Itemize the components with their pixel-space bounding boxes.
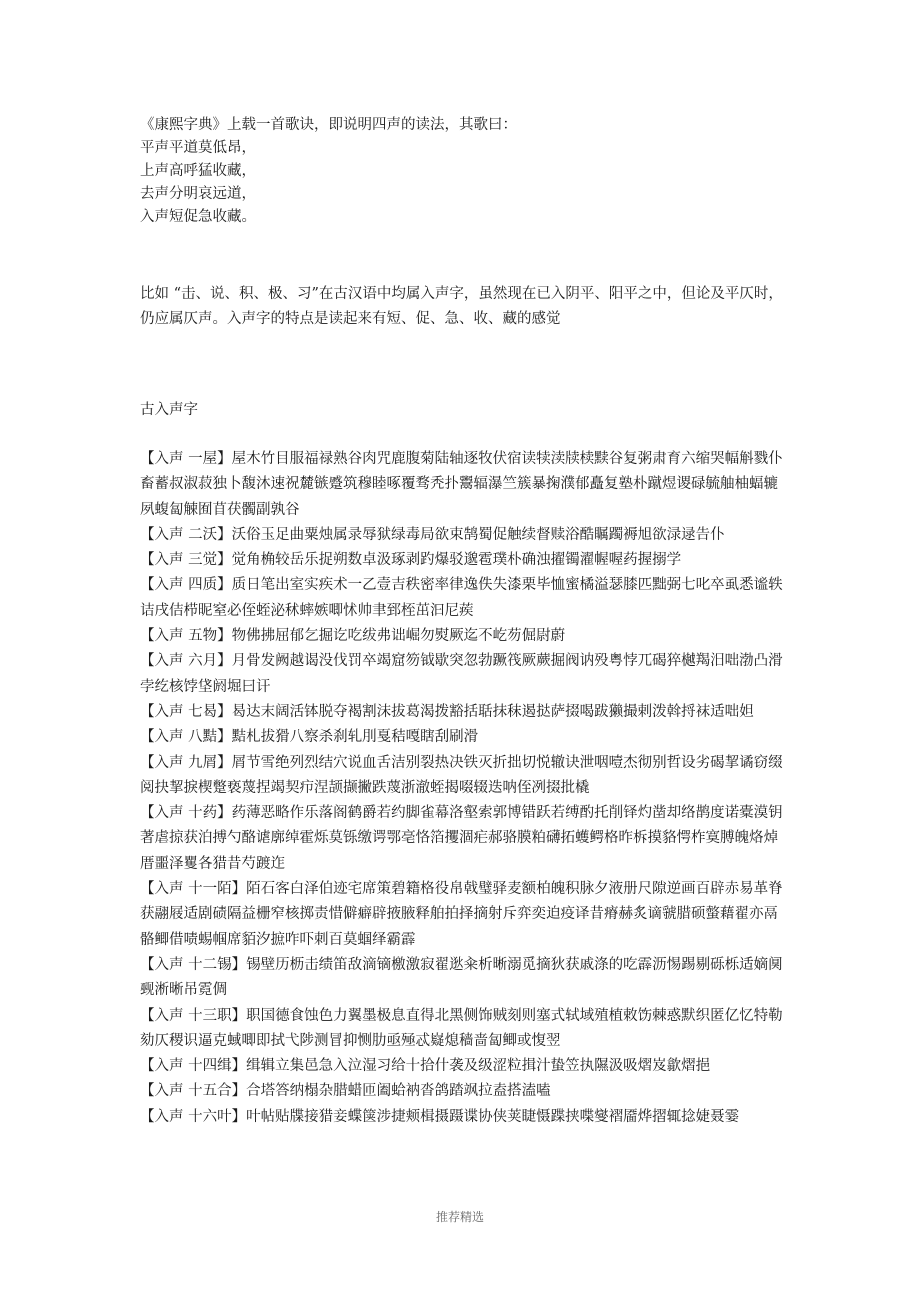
- rhyme-entry: 【入声 四质】质日笔出室实疾术一乙壹吉秩密率律逸佚失漆栗毕恤蜜橘溢瑟膝匹黜弼七叱卒虱悉谧轶诘戌佶栉昵窒必侄蛭泌秫蟀嫉唧怵帅聿郅桎茁汩尼蒺: [140, 577, 783, 619]
- rhyme-entry: 【入声 八黠】黠札拔猾八察杀刹轧刖戛秸嘎瞎刮刷滑: [140, 729, 479, 746]
- rhyme-list: [140, 447, 785, 1130]
- intro-poem: [140, 114, 785, 229]
- poem-line: 入声短促急收藏。: [140, 209, 256, 225]
- rhyme-entry: 【入声 十一陌】陌石客白泽伯迹宅席策碧籍格役帛戟璧驿麦额柏魄积脉夕液册尺隙逆画百辟赤易革脊获翮屐适剧碛隔益栅窄核掷责惜僻癖辟掖腋释舶拍择摘射斥弈奕迫疫译昔瘠赫炙谪虢腊硕螫藉翟亦鬲骼鲫借啧蜴帼席貊汐摭咋吓刺百莫蝈绎霸霹: [140, 881, 783, 948]
- rhyme-entry: 【入声 九屑】屑节雪绝列烈结穴说血舌洁别裂热决铁灭折拙切悦辙诀泄咽噎杰彻别哲设劣碣挈谲窃缀阅抉挈捩楔蹩亵蔑捏竭契疖涅颉撷撇跌蔑浙澈蛭揭啜辍迭呐侄冽掇批橇: [140, 754, 783, 796]
- rhyme-entry: 【入声 十四缉】缉辑立集邑急入泣湿习给十拾什袭及级涩粒揖汁蛰笠执隰汲吸熠岌歙熠挹: [140, 1058, 711, 1075]
- rhyme-entry: 【入声 三觉】觉角桷较岳乐捉朔数卓汲琢剥趵爆驳邈雹璞朴确浊擢镯濯幄喔药握搦学: [140, 552, 682, 569]
- poem-line: 去声分明哀远道，: [140, 186, 256, 202]
- rhyme-entry: 【入声 十三职】职国德食蚀色力翼墨极息直得北黑侧饰贼刻则塞式轼域殖植敕饬棘惑默织匿亿忆特勒劾仄稷识逼克蜮唧即拭弋陟测冒抑恻肋亟殛忒嶷熄穑啬匐鲫或愎翌: [140, 1007, 783, 1049]
- rhyme-entry: 【入声 十五合】合塔答纳榻杂腊蜡匝阖蛤衲沓鸽踏飒拉盍搭溘嗑: [140, 1083, 551, 1100]
- page-footer: 推荐精选: [435, 1210, 484, 1224]
- section-title: 古入声字: [140, 402, 198, 418]
- rhyme-entry: 【入声 一屋】屋木竹目服福禄熟谷肉咒鹿腹菊陆轴逐牧伏宿读犊渎牍椟黩谷复粥肃育六缩哭幅斛戮仆畜蓄叔淑菽独卜馥沐速祝麓镞蹙筑穆睦啄覆骛秃扑鬻辐瀑竺簇暴掬濮郁矗复塾朴蹴煜谡碌毓舳柚蝠辘夙蝮匐觫囿苜茯髑副孰谷: [140, 451, 783, 518]
- intro-line: 《康熙字典》上载一首歌诀，即说明四声的读法，其歌曰：: [140, 117, 517, 133]
- poem-line: 上声高呼猛收藏，: [140, 163, 256, 179]
- rhyme-entry: 【入声 二沃】沃俗玉足曲粟烛属录辱狱绿毒局欲束鹄蜀促触续督赎浴酷瞩躅褥旭欲渌逯告仆: [140, 526, 725, 543]
- poem-line: 平声平道莫低昂，: [140, 140, 256, 156]
- rhyme-entry: 【入声 十六叶】叶帖贴牒接猎妾蝶箧涉捷颊楫摄蹑谍协侠荚睫慑蹀挟喋燮褶靥烨摺辄捻婕聂霎: [140, 1108, 740, 1125]
- rhyme-entry: 【入声 七曷】曷达末阔活钵脱夺褐割沫拔葛渴拨豁括聒抹秣遏挞萨掇喝跋獭撮剌泼斡捋袜适咄妲: [140, 703, 754, 720]
- explanation-paragraph: 比如 “击、说、积、极、习”在古汉语中均属入声字，虽然现在已入阴平、阳平之中，但论及平仄时，仍应属仄声。入声字的特点是读起来有短、促、急、收、藏的感觉: [140, 286, 783, 327]
- rhyme-entry: 【入声 六月】月骨发阙越谒没伐罚卒竭窟笏钺歇突忽勃蹶筏厥蕨掘阀讷殁粤悖兀碣猝樾羯汨咄渤凸滑孛纥核饽垡阏堀曰讦: [140, 653, 783, 695]
- rhyme-entry: 【入声 十二锡】锡壁历枥击绩笛敌滴镝檄激寂翟逖籴析晰溺觅摘狄获戚涤的吃霹沥惕踢剔砾栎适嫡阒觋淅晰吊霓倜: [140, 956, 783, 999]
- rhyme-entry: 【入声 十药】药薄恶略作乐落阁鹤爵若约脚雀幕洛壑索郭博错跃若缚酌托削铎灼凿却络鹊度诺橐漠钥著虐掠获泊搏勺酪谑廓绰霍烁莫铄缴谔鄂亳恪箔攫涸疟郝骆膜粕礴拓蠖鳄格昨柝摸貉愕柞寞膊魄烙焯厝噩泽矍各猎昔芍踱迮: [140, 805, 783, 872]
- rhyme-entry: 【入声 五物】物佛拂屈郁乞掘讫吃绂弗诎崛勿熨厥迄不屹芴倔尉蔚: [140, 628, 566, 645]
